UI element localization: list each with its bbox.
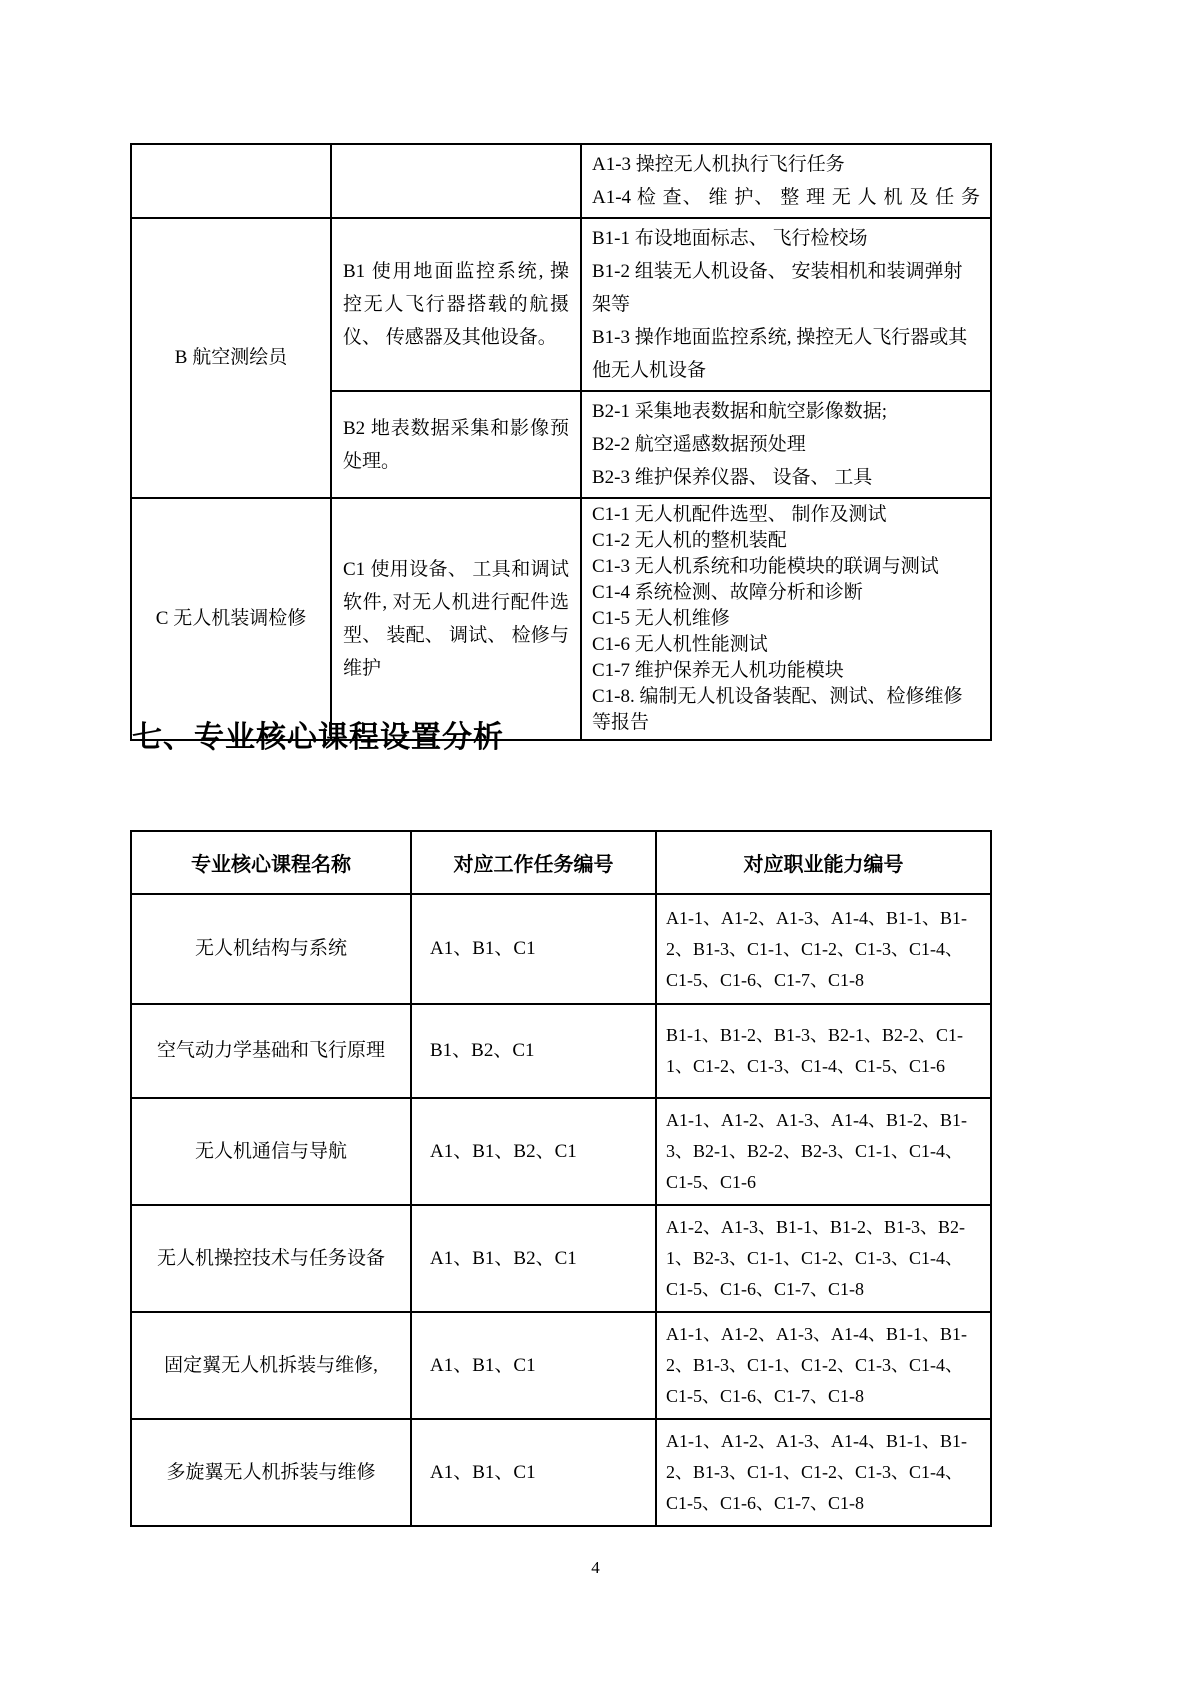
ability-item: B1-3 操作地面监控系统, 操控无人飞行器或其他无人机设备 bbox=[592, 327, 968, 381]
work-task-cell: C1 使用设备、 工具和调试软件, 对无人机进行配件选型、 装配、 调试、 检修与维护 bbox=[331, 498, 581, 740]
task-codes-cell: A1、B1、B2、C1 bbox=[411, 1098, 656, 1205]
section-heading: 七、专业核心课程设置分析 bbox=[132, 721, 504, 754]
task-codes-cell: B1、B2、C1 bbox=[411, 1004, 656, 1098]
ability-cell bbox=[581, 391, 991, 498]
ability-codes-cell: A1-1、A1-2、A1-3、A1-4、B1-1、B1-2、B1-3、C1-1、C1-2、C1-3、C1-4、C1-5、C1-6、C1-7、C1-8 bbox=[656, 1312, 991, 1419]
ability-item: A1-3 操控无人机执行飞行任务 bbox=[592, 154, 845, 175]
table-row bbox=[131, 144, 991, 218]
ability-item: C1-8. 编制无人机设备装配、测试、检修维修等报告 bbox=[592, 686, 963, 733]
ability-item: C1-1 无人机配件选型、 制作及测试 bbox=[592, 504, 887, 525]
ability-item: C1-3 无人机系统和功能模块的联调与测试 bbox=[592, 556, 939, 577]
ability-item: B1-2 组装无人机设备、 安装相机和装调弹射架等 bbox=[592, 261, 963, 315]
ability-item: C1-2 无人机的整机装配 bbox=[592, 530, 787, 551]
ability-item: B2-1 采集地表数据和航空影像数据; bbox=[592, 401, 888, 422]
table-row bbox=[131, 218, 991, 391]
table-row bbox=[131, 1205, 991, 1312]
table-row bbox=[131, 1312, 991, 1419]
ability-item: B2-3 维护保养仪器、 设备、 工具 bbox=[592, 467, 873, 488]
ability-item: A1-4 检 查、 维 护、 整 理 无 人 机 及 任 务 bbox=[592, 187, 980, 208]
table-header-row bbox=[131, 831, 991, 894]
ability-codes-cell: A1-1、A1-2、A1-3、A1-4、B1-1、B1-2、B1-3、C1-1、C1-2、C1-3、C1-4、C1-5、C1-6、C1-7、C1-8 bbox=[656, 894, 991, 1004]
ability-item: C1-4 系统检测、故障分析和诊断 bbox=[592, 582, 863, 603]
column-header-abilities: 对应职业能力编号 bbox=[656, 831, 991, 894]
page-number: 4 bbox=[591, 1558, 600, 1577]
column-header-tasks: 对应工作任务编号 bbox=[411, 831, 656, 894]
column-header-course: 专业核心课程名称 bbox=[131, 831, 411, 894]
job-task-table bbox=[130, 143, 992, 741]
ability-codes-cell: A1-1、A1-2、A1-3、A1-4、B1-2、B1-3、B2-1、B2-2、B2-3、C1-1、C1-4、C1-5、C1-6 bbox=[656, 1098, 991, 1205]
job-role-cell: B 航空测绘员 bbox=[131, 218, 331, 498]
task-codes-cell: A1、B1、C1 bbox=[411, 1419, 656, 1526]
course-name-cell: 空气动力学基础和飞行原理 bbox=[131, 1004, 411, 1098]
table-row bbox=[131, 498, 991, 740]
table-row bbox=[131, 1004, 991, 1098]
course-name-cell: 无人机通信与导航 bbox=[131, 1098, 411, 1205]
core-course-table bbox=[130, 830, 992, 1527]
ability-cell bbox=[581, 144, 991, 218]
task-codes-cell: A1、B1、C1 bbox=[411, 894, 656, 1004]
ability-item: C1-5 无人机维修 bbox=[592, 608, 730, 629]
work-task-cell: B1 使用地面监控系统, 操控无人飞行器搭载的航摄仪、 传感器及其他设备。 bbox=[331, 218, 581, 391]
table-row bbox=[131, 894, 991, 1004]
ability-cell bbox=[581, 498, 991, 740]
job-role-cell: C 无人机装调检修 bbox=[131, 498, 331, 740]
ability-codes-cell: A1-1、A1-2、A1-3、A1-4、B1-1、B1-2、B1-3、C1-1、C1-2、C1-3、C1-4、C1-5、C1-6、C1-7、C1-8 bbox=[656, 1419, 991, 1526]
work-task-cell: B2 地表数据采集和影像预处理。 bbox=[331, 391, 581, 498]
job-role-cell bbox=[131, 144, 331, 218]
course-name-cell: 无人机结构与系统 bbox=[131, 894, 411, 1004]
ability-cell bbox=[581, 218, 991, 391]
table-row bbox=[131, 1098, 991, 1205]
course-name-cell: 固定翼无人机拆装与维修, bbox=[131, 1312, 411, 1419]
task-codes-cell: A1、B1、C1 bbox=[411, 1312, 656, 1419]
table-row bbox=[131, 1419, 991, 1526]
ability-item: C1-7 维护保养无人机功能模块 bbox=[592, 660, 844, 681]
course-name-cell: 多旋翼无人机拆装与维修 bbox=[131, 1419, 411, 1526]
work-task-cell bbox=[331, 144, 581, 218]
ability-item: C1-6 无人机性能测试 bbox=[592, 634, 768, 655]
ability-codes-cell: A1-2、A1-3、B1-1、B1-2、B1-3、B2-1、B2-3、C1-1、C1-2、C1-3、C1-4、C1-5、C1-6、C1-7、C1-8 bbox=[656, 1205, 991, 1312]
ability-codes-cell: B1-1、B1-2、B1-3、B2-1、B2-2、C1-1、C1-2、C1-3、C1-4、C1-5、C1-6 bbox=[656, 1004, 991, 1098]
ability-item: B2-2 航空遥感数据预处理 bbox=[592, 434, 806, 455]
task-codes-cell: A1、B1、B2、C1 bbox=[411, 1205, 656, 1312]
ability-item: B1-1 布设地面标志、 飞行检校场 bbox=[592, 228, 868, 249]
course-name-cell: 无人机操控技术与任务设备 bbox=[131, 1205, 411, 1312]
